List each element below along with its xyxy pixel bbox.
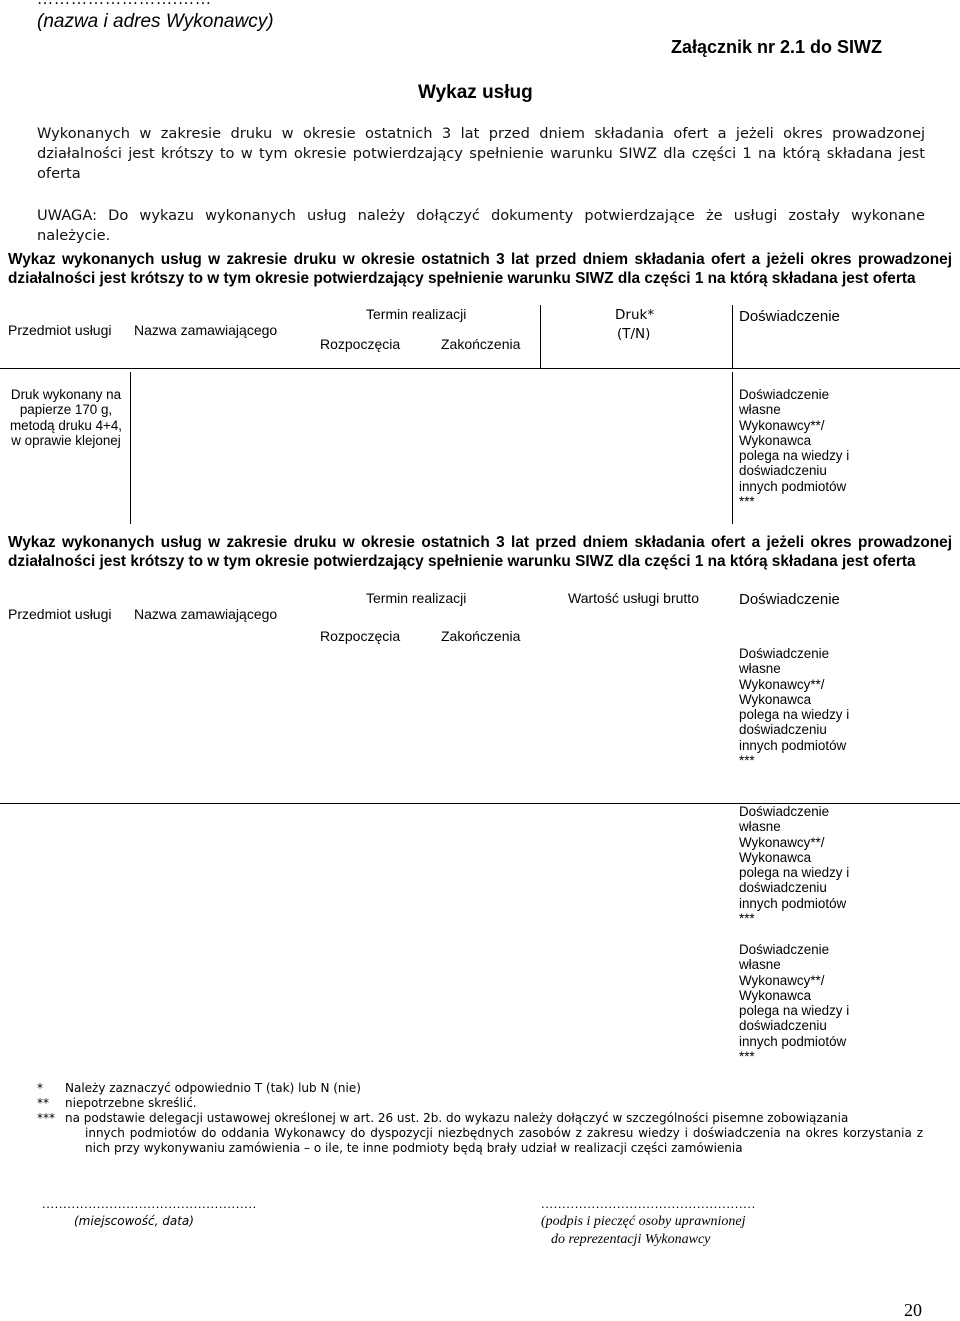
footnote-3-mark: *** [37, 1111, 55, 1125]
signature-dots-right: ................................................... [541, 1196, 756, 1211]
table1-col-print-tn: (T/N) [617, 326, 651, 342]
table2-col-start: Rozpoczęcia [320, 628, 401, 644]
attachment-label: Załącznik nr 2.1 do SIWZ [671, 37, 883, 57]
page-title: Wykaz usług [418, 82, 533, 103]
footnote-1-mark: * [37, 1081, 43, 1095]
warning-paragraph: UWAGA: Do wykazu wykonanych usług należy dołączyć dokumenty potwierdzające że usługi zostały wykonane należycie. [37, 207, 925, 244]
table1-col-end: Zakończenia [441, 336, 521, 352]
footnote-3-line1: na podstawie delegacji ustawowej określonej w art. 26 ust. 2b. do wykazu należy dołączyć w szczególności pisemne zobowiązania [65, 1111, 849, 1125]
table2-col-experience: Doświadczenie [739, 591, 840, 608]
signature-caption-line1: (podpis i pieczęć osoby uprawnionej [541, 1214, 746, 1229]
footnote-1: Należy zaznaczyć odpowiednio T (tak) lub N (nie) [65, 1081, 361, 1095]
table1-divider [732, 305, 733, 368]
signature-caption-line2: do reprezentacji Wykonawcy [551, 1232, 711, 1247]
signature-dots-left: ................................................... [42, 1196, 257, 1211]
table1-row-experience: Doświadczenie własne Wykonawcy**/ Wykonawca polega na wiedzy i doświadczeniu innych podmiotów *** [739, 387, 850, 510]
table2-row-experience: Doświadczenie własne Wykonawcy**/ Wykonawca polega na wiedzy i doświadczeniu innych podmiotów *** [739, 646, 850, 769]
table2-row-experience: Doświadczenie własne Wykonawcy**/ Wykonawca polega na wiedzy i doświadczeniu innych podmiotów *** [739, 804, 850, 927]
place-date-caption: (miejscowość, data) [74, 1214, 194, 1228]
page-number: 20 [904, 1300, 922, 1320]
table2-col-term: Termin realizacji [366, 590, 467, 606]
table2-col-end: Zakończenia [441, 628, 521, 644]
footnote-2: niepotrzebne skreślić. [65, 1096, 197, 1110]
header-dots [37, 0, 212, 9]
footnote-2-mark: ** [37, 1096, 49, 1110]
table2-col-value: Wartość usługi brutto [568, 590, 699, 606]
table1-divider [130, 372, 131, 524]
table1-row-divider [0, 368, 960, 369]
table1-col-client: Nazwa zamawiającego [134, 322, 278, 338]
footnote-3-rest: innych podmiotów do oddania Wykonawcy do dyspozycji niezbędnych zasobów z zakresu wiedzy i doświadczenia na okres korzystania z nich przy wykonywaniu zamówienia – o ile, te inne podmioty będą brały udział w realizacji części zamówienia [85, 1126, 923, 1155]
table1-divider [732, 372, 733, 524]
table1-row-subject: Druk wykonany na papierze 170 g, metodą druku 4+4, w oprawie klejonej [9, 387, 123, 448]
intro-paragraph: Wykonanych w zakresie druku w okresie ostatnich 3 lat przed dniem składania ofert a jeżeli okres prowadzonej działalności jest krótszy to w tym okresie potwierdzający spełnienie warunku SIWZ dla części 1 na którą składana jest oferta [37, 125, 925, 182]
table2-col-subject: Przedmiot usługi [8, 606, 112, 622]
contractor-caption: (nazwa i adres Wykonawcy) [37, 11, 274, 32]
table1-col-term: Termin realizacji [366, 306, 467, 322]
table1-divider [540, 305, 541, 368]
table1-col-experience: Doświadczenie [739, 308, 840, 325]
table1-heading: Wykaz wykonanych usług w zakresie druku w okresie ostatnich 3 lat przed dniem składania ofert a jeżeli okres prowadzonej działalności jest krótszy to w tym okresie potwierdzający spełnienie warunku SIWZ dla części 1 na którą składana jest oferta [8, 251, 952, 287]
table2-col-client: Nazwa zamawiającego [134, 606, 278, 622]
table2-heading: Wykaz wykonanych usług w zakresie druku w okresie ostatnich 3 lat przed dniem składania ofert a jeżeli okres prowadzonej działalności jest krótszy to w tym okresie potwierdzający spełnienie warunku SIWZ dla części 1 na którą składana jest oferta [8, 534, 952, 570]
table1-col-subject: Przedmiot usługi [8, 322, 112, 338]
table1-col-start: Rozpoczęcia [320, 336, 401, 352]
table2-row-experience: Doświadczenie własne Wykonawcy**/ Wykonawca polega na wiedzy i doświadczeniu innych podmiotów *** [739, 942, 850, 1065]
table1-col-print: Druk* [615, 307, 655, 323]
